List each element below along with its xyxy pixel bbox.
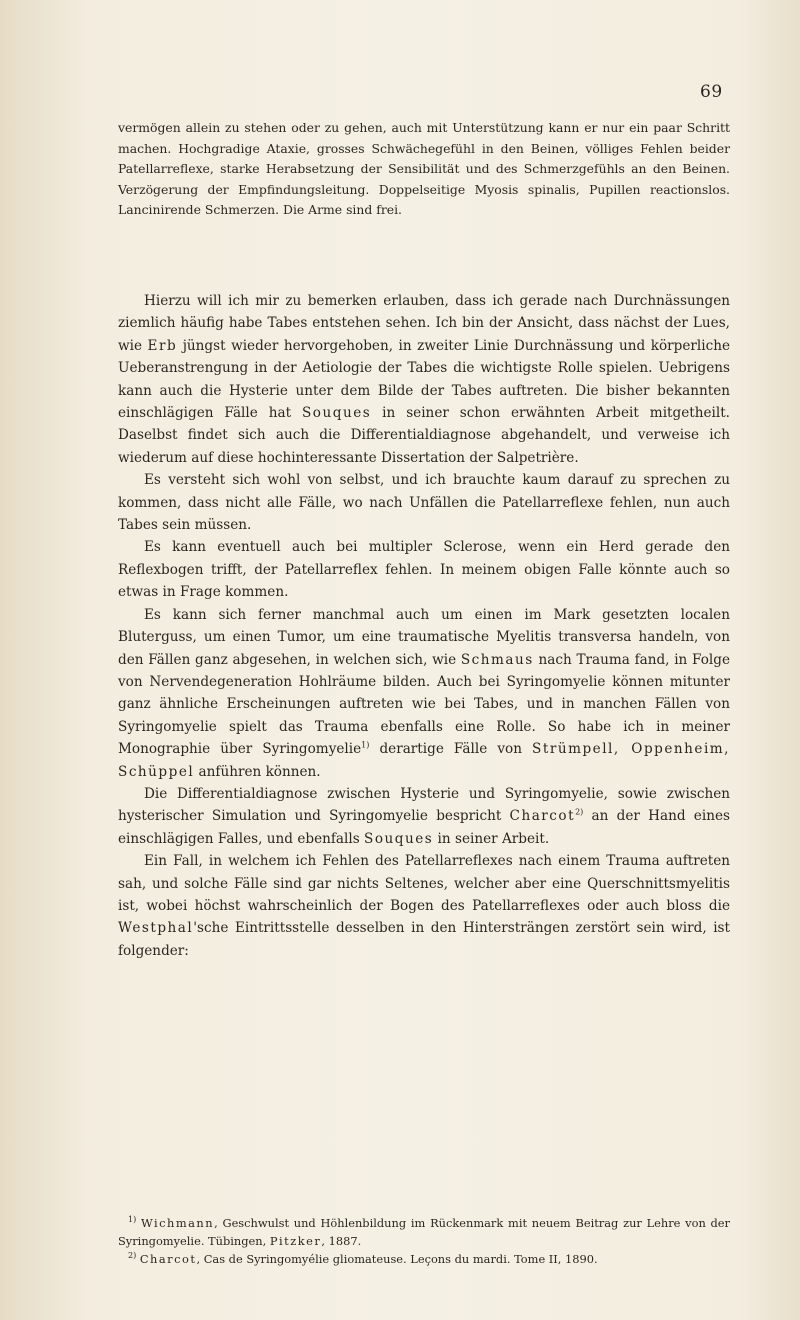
author-name: Souques <box>301 405 372 422</box>
author-name: Westphal <box>118 920 194 937</box>
page-number: 69 <box>700 82 723 102</box>
case-description <box>118 118 730 221</box>
paragraph-patellar-reflex: Es versteht sich wohl von selbst, und ich brauchte kaum darauf zu sprechen zu kommen, dass nicht alle Fälle, wo nach Unfällen die Patellarreflexe fehlen, nun auch Tabes sein müssen. <box>118 472 730 534</box>
intro-paragraph: vermögen allein zu stehen oder zu gehen, auch mit Unterstützung kann er nur ein paar Schritt machen. Hochgradige Ataxie, grosses Schwächegefühl in den Beinen, völliges Fehlen beider Patellarreflexe, starke Herabsetzung der Sensibilität und des Schmerzgefühls an den Beinen. Verzögerung der Empfindungsleitung. Doppelseitige Myosis spinalis, Pupillen reactionslos. Lancinirende Schmerzen. Die Arme sind frei. <box>118 120 730 217</box>
paragraph-case-intro: Ein Fall, in welchem ich Fehlen des Patellarreflexes nach einem Trauma auftreten sah, und solche Fälle sind gar nichts Seltenes, welcher aber eine Querschnittsmyelitis ist, wobei höchst wahrscheinlich der Bogen des Patellarreflexes oder auch bloss die Westphal'sche Eintrittsstelle desselben in den Hintersträngen zerstört sein wird, ist folgender: <box>118 853 730 959</box>
footnote-publisher: Pitzker <box>269 1234 322 1248</box>
footnote-ref: 2) <box>575 807 584 817</box>
footnote-2: $^{2)}$ Charcot, Cas de Syringomyélie gliomateuse. Leçons du mardi. Tome II, 1890. <box>128 1251 598 1266</box>
paragraph-sclerosis: Es kann eventuell auch bei multipler Sclerose, wenn ein Herd gerade den Reflexbogen trifft, der Patellarreflex fehlen. In meinem obigen Falle könnte auch so etwas in Frage kommen. <box>118 539 730 601</box>
paragraph-syringomyelia: Es kann sich ferner manchmal auch um einen im Mark gesetzten localen Bluterguss, um einen Tumor, um eine traumatische Myelitis transversa handeln, von den Fällen ganz abgesehen, in welchen sich, wie Schmaus nach Trauma fand, in Folge von Nervendegeneration Hohlräume bilden. Auch bei Syringomyelie können mitunter ganz ähnliche Erscheinungen auftreten wie bei Tabes, und in manchen Fällen von Syringomyelie spielt das Trauma ebenfalls eine Rolle. So habe ich in meiner Monographie über Syringomyelie$^{1)}$ derartige Fälle von Strümpell, Oppenheim, Schüppel anführen können. <box>118 606 731 780</box>
paragraph-aetiology: Hierzu will ich mir zu bemerken erlauben, dass ich gerade nach Durchnässungen ziemlich häufig habe Tabes entstehen sehen. Ich bin der Ansicht, dass nächst der Lues, wie Erb jüngst wieder hervorgehoben, in zweiter Linie Durchnässung und körperliche Ueberanstrengung in der Aetiologie der Tabes die wichtigste Rolle spielen. Uebrigens kann auch die Hysterie unter dem Bilde der Tabes auftreten. Die bisher bekannten einschlägigen Fälle hat Souques in seiner schon erwähnten Arbeit mitgetheilt. Daselbst findet sich auch die Differentialdiagnose abgehandelt, und verweise ich wiederum auf diese hochinteressante Dissertation der Salpetrière. <box>118 293 730 466</box>
author-name: Charcot <box>509 808 576 825</box>
main-text <box>118 290 730 962</box>
footnote-ref: 1) <box>361 740 370 750</box>
footnote-author: Wichmann <box>140 1216 215 1230</box>
author-name: Erb <box>147 337 178 354</box>
paragraph-differential: Die Differentialdiagnose zwischen Hysterie und Syringomyelie, sowie zwischen hysterischer Simulation und Syringomyelie bespricht Charcot$^{2)}$ an der Hand eines einschlägigen Falles, und ebenfalls Souques in seiner Arbeit. <box>118 785 730 847</box>
author-name: Schmaus <box>460 651 534 668</box>
footnote-1: $^{1)}$ Wichmann, Geschwulst und Höhlenbildung im Rückenmark mit neuem Beitrag zur Lehre von der Syringomyelie. Tübingen, Pitzker, 1887. <box>118 1215 730 1248</box>
footnotes <box>118 1214 730 1268</box>
author-name: Souques <box>364 830 434 847</box>
footnote-author: Charcot <box>139 1252 197 1266</box>
author-names: Strümpell, Oppenheim, Schüppel <box>118 741 731 780</box>
